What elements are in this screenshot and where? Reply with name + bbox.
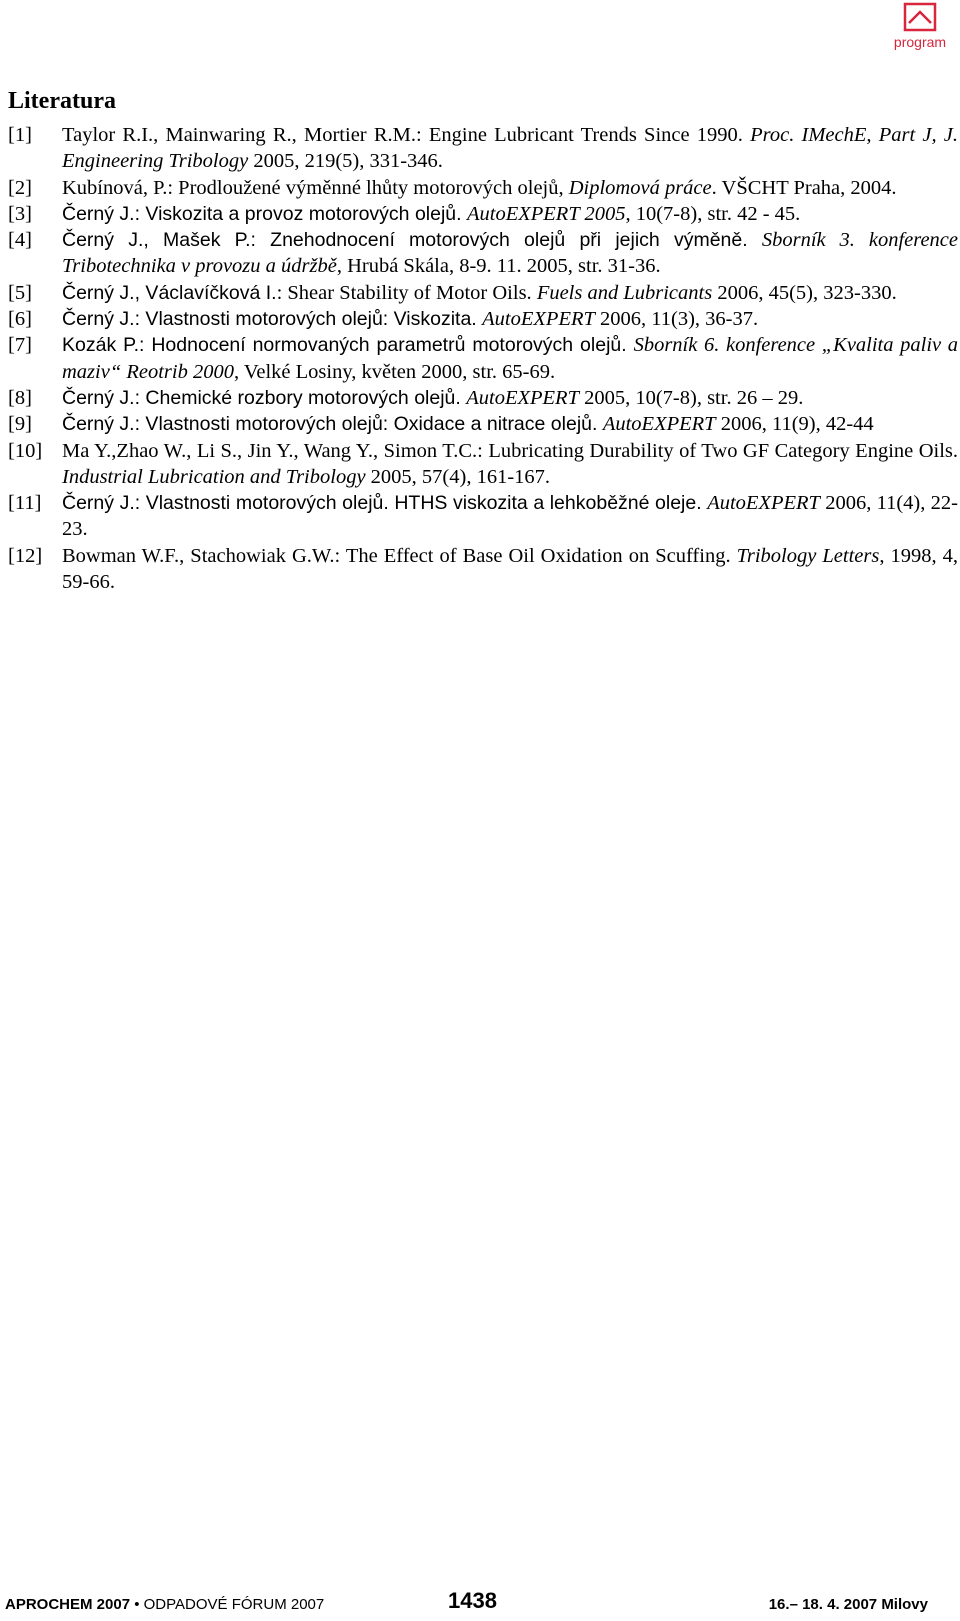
reference-item <box>8 227 960 280</box>
reference-text <box>62 227 958 280</box>
page-footer <box>0 1588 960 1616</box>
reference-segment: : Shear Stability of Motor Oils. <box>276 281 537 304</box>
reference-text <box>62 306 958 332</box>
reference-text <box>62 543 958 596</box>
program-nav-button[interactable] <box>890 2 950 56</box>
reference-source: Sborník 6. konference „Kvalita paliv a maziv“ Reotrib 2000 <box>62 334 958 383</box>
reference-source: AutoEXPERT 2005 <box>466 202 626 225</box>
reference-item <box>8 280 960 306</box>
reference-segment: Černý J.: Viskozita a provoz motorových olejů. <box>62 202 467 225</box>
reference-segment: 2006, 11(3), 36-37. <box>594 308 759 331</box>
program-label: program <box>893 34 947 50</box>
footer-conference-name: APROCHEM 2007 <box>5 1596 131 1613</box>
reference-segment: Černý J.: Vlastnosti motorových olejů: Viskozita. <box>62 308 483 331</box>
reference-item <box>8 490 960 543</box>
reference-segment: Černý J.: Chemické rozbory motorových olejů. <box>62 386 467 409</box>
reference-list <box>8 122 960 595</box>
reference-source: AutoEXPERT <box>482 308 595 331</box>
reference-item <box>8 411 960 437</box>
footer-date-place: 16.– 18. 4. 2007 Milovy <box>768 1596 928 1613</box>
reference-number: [5] <box>8 281 32 304</box>
reference-source: Diplomová práce <box>568 176 712 199</box>
reference-item <box>8 306 960 332</box>
reference-segment: Bowman W.F., Stachowiak G.W.: The Effect of Base Oil Oxidation on Scuffing. <box>62 544 737 567</box>
reference-segment: Taylor R.I., Mainwaring R., Mortier R.M.: Engine Lubricant Trends Since 1990. <box>62 124 751 146</box>
reference-number: [4] <box>8 229 32 252</box>
reference-segment: , Hrubá Skála, 8-9. 11. 2005, str. 31-36. <box>336 255 661 278</box>
reference-item <box>8 175 960 201</box>
reference-number: [7] <box>8 334 32 357</box>
reference-segment: Černý J.: Vlastnosti motorových olejů. HTHS viskozita a lehkoběžné oleje. <box>62 492 708 515</box>
reference-number: [11] <box>8 492 42 515</box>
reference-text <box>62 201 958 227</box>
reference-text <box>62 280 958 306</box>
reference-text <box>62 122 958 175</box>
reference-item <box>8 122 960 175</box>
reference-segment: , Velké Losiny, květen 2000, str. 65-69. <box>233 360 556 383</box>
footer-conference <box>5 1596 324 1613</box>
reference-text <box>62 490 958 543</box>
footer-forum-name: ODPADOVÉ FÓRUM 2007 <box>143 1596 325 1613</box>
reference-source: Sborník 3. konference Tribotechnika v provozu a údržbě <box>62 229 958 278</box>
reference-segment: , 1998, 4, 59-66. <box>62 544 959 594</box>
reference-source: Tribology Letters <box>736 544 880 567</box>
reference-source: AutoEXPERT <box>602 413 716 436</box>
reference-item <box>8 385 960 411</box>
reference-text <box>62 438 958 491</box>
reference-item <box>8 438 960 491</box>
reference-text <box>62 332 958 385</box>
reference-segment: 2005, 57(4), 161-167. <box>365 465 551 488</box>
reference-segment: , 10(7-8), str. 42 - 45. <box>625 202 801 225</box>
reference-number: [10] <box>8 439 43 462</box>
reference-text <box>62 385 958 411</box>
footer-bullet: • <box>130 1596 144 1613</box>
reference-segment: 2006, 11(9), 42-44 <box>715 413 874 436</box>
reference-item <box>8 543 960 596</box>
reference-segment: Černý J., Mašek P.: Znehodnocení motorových olejů při jejich výměně. <box>62 229 762 252</box>
reference-item <box>8 332 960 385</box>
reference-segment: Černý J., Václavíčková I. <box>62 281 277 304</box>
reference-number: [12] <box>8 544 43 567</box>
reference-segment: 2005, 219(5), 331-346. <box>248 150 443 173</box>
reference-segment: Ma Y.,Zhao W., Li S., Jin Y., Wang Y., Simon T.C.: Lubricating Durability of Two GF Category Engine Oils. <box>62 439 958 462</box>
reference-source: Industrial Lubrication and Tribology <box>62 465 366 488</box>
reference-number: [1] <box>8 124 32 146</box>
section-heading: Literatura <box>8 88 116 114</box>
reference-source: Fuels and Lubricants <box>536 281 713 304</box>
reference-segment: Černý J.: Vlastnosti motorových olejů: Oxidace a nitrace olejů. <box>62 413 603 436</box>
page-number: 1438 <box>448 1588 497 1613</box>
reference-number: [3] <box>8 202 32 225</box>
reference-text <box>62 411 958 437</box>
reference-text <box>62 175 958 201</box>
reference-source: AutoEXPERT <box>707 492 820 515</box>
reference-number: [6] <box>8 308 32 331</box>
reference-segment: . VŠCHT Praha, 2004. <box>711 176 897 199</box>
up-arrow-icon <box>903 2 937 32</box>
reference-segment: 2006, 45(5), 323-330. <box>712 281 897 304</box>
reference-number: [2] <box>8 176 32 199</box>
reference-segment: 2006, 11(4), 22-23. <box>62 492 958 541</box>
reference-source: Proc. IMechE, Part J, J. Engineering Tribology <box>62 124 959 173</box>
reference-segment: Kozák P.: Hodnocení normovaných parametrů motorových olejů. <box>62 334 634 357</box>
reference-number: [9] <box>8 413 32 436</box>
reference-segment: Kubínová, P.: Prodloužené výměnné lhůty motorových olejů, <box>62 176 569 199</box>
reference-source: AutoEXPERT <box>466 386 579 409</box>
reference-segment: 2005, 10(7-8), str. 26 – 29. <box>578 386 804 409</box>
reference-item <box>8 201 960 227</box>
reference-number: [8] <box>8 386 32 409</box>
